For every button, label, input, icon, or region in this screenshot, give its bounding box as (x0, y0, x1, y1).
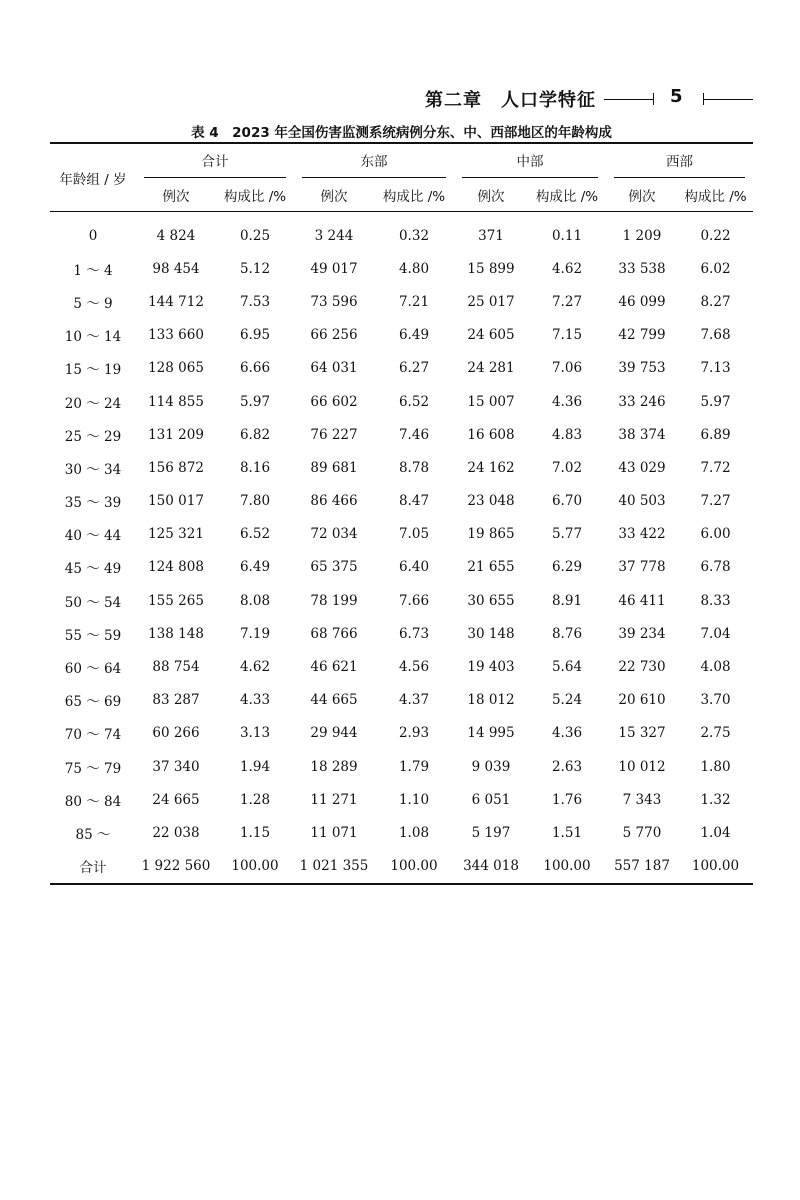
age-group-cell: 40 ～ 44 (64, 528, 122, 545)
table-row (50, 650, 753, 683)
table-footer (50, 850, 753, 884)
proportion-cell: 6.52 (398, 393, 430, 410)
proportion-cell: 7.27 (700, 493, 731, 510)
cases-cell: 24 162 (467, 459, 515, 476)
proportion-cell: 6.95 (239, 327, 271, 344)
proportion-cell: 7.53 (239, 293, 271, 310)
cases-cell: 33 246 (618, 393, 666, 410)
cases-cell: 24 281 (467, 360, 515, 377)
cases-cell: 37 778 (618, 559, 666, 576)
proportion-cell: 0.32 (398, 227, 430, 244)
cases-cell: 16 608 (467, 426, 515, 443)
proportion-cell: 5.24 (551, 692, 583, 709)
proportion-cell: 7.06 (551, 360, 583, 377)
cases-cell: 20 610 (618, 692, 666, 709)
cases-cell: 11 071 (310, 824, 358, 841)
proportion-cell: 6.66 (239, 360, 271, 377)
cases-cell: 5 770 (622, 824, 662, 841)
age-group-cell: 10 ～ 14 (64, 329, 122, 346)
group-header-label: 西部 (614, 144, 745, 178)
cases-cell: 7 343 (622, 791, 662, 808)
cases-cell: 133 660 (148, 327, 204, 344)
age-group-cell: 1 ～ 4 (73, 262, 113, 279)
cases-cell: 114 855 (148, 393, 204, 410)
cases-cell: 25 017 (467, 293, 515, 310)
age-composition-table (50, 142, 753, 885)
proportion-cell: 6.00 (700, 526, 731, 543)
total-cell: 100.00 (528, 850, 606, 884)
cases-cell: 15 327 (618, 725, 666, 742)
cases-cell: 6 051 (471, 791, 511, 808)
proportion-cell: 4.80 (398, 260, 430, 277)
header-sub-row (50, 178, 753, 212)
proportion-cell: 1.04 (700, 824, 731, 841)
cases-cell: 33 422 (618, 526, 666, 543)
subheader-cases: 例次 (136, 178, 216, 212)
age-group-cell: 5 ～ 9 (73, 295, 113, 312)
table-row (50, 584, 753, 617)
cases-cell: 42 799 (618, 327, 666, 344)
proportion-cell: 8.08 (239, 592, 271, 609)
proportion-cell: 1.76 (551, 791, 583, 808)
cases-cell: 156 872 (148, 459, 204, 476)
cases-cell: 39 234 (618, 625, 666, 642)
cases-cell: 24 605 (467, 327, 515, 344)
cases-cell: 144 712 (148, 293, 204, 310)
proportion-cell: 4.62 (551, 260, 583, 277)
proportion-cell: 1.51 (551, 824, 583, 841)
table-row (50, 418, 753, 451)
proportion-cell: 0.22 (700, 227, 731, 244)
proportion-cell: 8.27 (700, 293, 731, 310)
table-header (50, 143, 753, 212)
proportion-cell: 7.68 (700, 327, 731, 344)
cases-cell: 40 503 (618, 493, 666, 510)
age-group-cell: 45 ～ 49 (64, 561, 122, 578)
proportion-cell: 3.70 (700, 692, 731, 709)
table-row (50, 551, 753, 584)
table-row (50, 285, 753, 318)
cases-cell: 83 287 (152, 692, 200, 709)
cases-cell: 78 199 (310, 592, 358, 609)
running-head (0, 84, 800, 114)
proportion-cell: 4.33 (239, 692, 271, 709)
subheader-proportion: 构成比 /% (374, 178, 454, 212)
proportion-cell: 6.70 (551, 493, 583, 510)
group-header-east (294, 143, 454, 178)
proportion-cell: 6.27 (398, 360, 430, 377)
proportion-cell: 7.27 (551, 293, 583, 310)
age-group-cell: 55 ～ 59 (64, 627, 122, 644)
proportion-cell: 7.66 (398, 592, 430, 609)
total-cell: 557 187 (606, 850, 678, 884)
table-row (50, 385, 753, 418)
proportion-cell: 6.49 (398, 327, 430, 344)
proportion-cell: 4.83 (551, 426, 583, 443)
proportion-cell: 0.25 (239, 227, 271, 244)
subheader-proportion: 构成比 /% (528, 178, 606, 212)
proportion-cell: 1.94 (239, 758, 271, 775)
proportion-cell: 3.13 (239, 725, 271, 742)
table-row (50, 750, 753, 783)
running-head-rule-left (604, 99, 654, 100)
age-group-cell: 75 ～ 79 (64, 760, 122, 777)
proportion-cell: 6.78 (700, 559, 731, 576)
age-group-cell: 65 ～ 69 (64, 694, 122, 711)
age-group-header: 年龄组 / 岁 (50, 143, 136, 212)
age-group-cell: 35 ～ 39 (64, 495, 122, 512)
group-header-west (606, 143, 753, 178)
proportion-cell: 6.40 (398, 559, 430, 576)
proportion-cell: 6.02 (700, 260, 731, 277)
cases-cell: 64 031 (310, 360, 358, 377)
group-header-label: 中部 (462, 144, 598, 178)
proportion-cell: 0.11 (551, 227, 583, 244)
cases-cell: 66 256 (310, 327, 358, 344)
cases-cell: 155 265 (148, 592, 204, 609)
cases-cell: 89 681 (310, 459, 358, 476)
proportion-cell: 4.36 (551, 393, 583, 410)
cases-cell: 30 148 (467, 625, 515, 642)
proportion-cell: 6.52 (239, 526, 271, 543)
group-header-central (454, 143, 606, 178)
total-cell: 1 922 560 (136, 850, 216, 884)
proportion-cell: 8.47 (398, 493, 430, 510)
table-body (50, 212, 753, 850)
header-group-row (50, 143, 753, 178)
cases-cell: 15 899 (467, 260, 515, 277)
cases-cell: 124 808 (148, 559, 204, 576)
table-caption: 表 4 2023 年全国伤害监测系统病例分东、中、西部地区的年龄构成 (191, 125, 612, 141)
proportion-cell: 1.32 (700, 791, 731, 808)
running-head-rule-right (703, 99, 753, 100)
table-row (50, 352, 753, 385)
proportion-cell: 8.78 (398, 459, 430, 476)
cases-cell: 19 403 (467, 659, 515, 676)
cases-cell: 18 012 (467, 692, 515, 709)
page-number: 5 (670, 86, 683, 107)
cases-cell: 30 655 (467, 592, 515, 609)
cases-cell: 150 017 (148, 493, 204, 510)
table-row (50, 212, 753, 253)
group-header-label: 东部 (302, 144, 446, 178)
cases-cell: 11 271 (310, 791, 358, 808)
proportion-cell: 6.49 (239, 559, 271, 576)
subheader-proportion: 构成比 /% (216, 178, 294, 212)
group-header-label: 合计 (144, 144, 286, 178)
age-group-cell: 70 ～ 74 (64, 727, 122, 744)
proportion-cell: 2.93 (398, 725, 430, 742)
cases-cell: 98 454 (152, 260, 200, 277)
cases-cell: 14 995 (467, 725, 515, 742)
cases-cell: 86 466 (310, 493, 358, 510)
cases-cell: 18 289 (310, 758, 358, 775)
cases-cell: 125 321 (148, 526, 204, 543)
age-group-cell: 25 ～ 29 (64, 428, 122, 445)
total-cell: 344 018 (454, 850, 528, 884)
table-row (50, 783, 753, 816)
proportion-cell: 1.15 (239, 824, 271, 841)
proportion-cell: 4.56 (398, 659, 430, 676)
age-group-cell: 80 ～ 84 (64, 793, 122, 810)
cases-cell: 76 227 (310, 426, 358, 443)
proportion-cell: 6.29 (551, 559, 583, 576)
proportion-cell: 5.97 (700, 393, 731, 410)
proportion-cell: 4.08 (700, 659, 731, 676)
proportion-cell: 2.63 (551, 758, 583, 775)
chapter-title: 第二章 人口学特征 (425, 90, 596, 111)
total-cell: 100.00 (216, 850, 294, 884)
age-group-cell: 85 ～ (75, 826, 111, 843)
proportion-cell: 4.36 (551, 725, 583, 742)
proportion-cell: 1.79 (398, 758, 430, 775)
proportion-cell: 1.10 (398, 791, 430, 808)
proportion-cell: 1.80 (700, 758, 731, 775)
cases-cell: 138 148 (148, 625, 204, 642)
cases-cell: 23 048 (467, 493, 515, 510)
proportion-cell: 1.08 (398, 824, 430, 841)
proportion-cell: 8.16 (239, 459, 271, 476)
table-row (50, 451, 753, 484)
cases-cell: 22 038 (152, 824, 200, 841)
cases-cell: 65 375 (310, 559, 358, 576)
cases-cell: 10 012 (618, 758, 666, 775)
cases-cell: 66 602 (310, 393, 358, 410)
cases-cell: 49 017 (310, 260, 358, 277)
proportion-cell: 5.97 (239, 393, 271, 410)
table-row (50, 816, 753, 849)
cases-cell: 72 034 (310, 526, 358, 543)
cases-cell: 46 411 (618, 592, 666, 609)
table-row (50, 717, 753, 750)
proportion-cell: 8.76 (551, 625, 583, 642)
subheader-cases: 例次 (606, 178, 678, 212)
proportion-cell: 7.19 (239, 625, 271, 642)
total-row (50, 850, 753, 884)
total-cell: 100.00 (374, 850, 454, 884)
proportion-cell: 7.15 (551, 327, 583, 344)
subheader-cases: 例次 (454, 178, 528, 212)
proportion-cell: 8.33 (700, 592, 731, 609)
cases-cell: 131 209 (148, 426, 204, 443)
table-row (50, 485, 753, 518)
subheader-cases: 例次 (294, 178, 374, 212)
proportion-cell: 7.46 (398, 426, 430, 443)
cases-cell: 60 266 (152, 725, 200, 742)
cases-cell: 128 065 (148, 360, 204, 377)
proportion-cell: 4.37 (398, 692, 430, 709)
proportion-cell: 5.64 (551, 659, 583, 676)
cases-cell: 21 655 (467, 559, 515, 576)
proportion-cell: 5.12 (239, 260, 271, 277)
cases-cell: 46 099 (618, 293, 666, 310)
cases-cell: 46 621 (310, 659, 358, 676)
cases-cell: 3 244 (314, 227, 354, 244)
proportion-cell: 2.75 (700, 725, 731, 742)
age-group-cell: 0 (88, 227, 98, 244)
proportion-cell: 7.05 (398, 526, 430, 543)
age-group-cell: 60 ～ 64 (64, 661, 122, 678)
cases-cell: 4 824 (156, 227, 196, 244)
table-row (50, 319, 753, 352)
cases-cell: 371 (478, 227, 504, 244)
cases-cell: 39 753 (618, 360, 666, 377)
proportion-cell: 7.02 (551, 459, 583, 476)
table-row (50, 684, 753, 717)
cases-cell: 15 007 (467, 393, 515, 410)
proportion-cell: 8.91 (551, 592, 583, 609)
age-group-cell: 15 ～ 19 (64, 362, 122, 379)
cases-cell: 43 029 (618, 459, 666, 476)
total-row-label: 合计 (50, 850, 136, 884)
running-head-tick-left (653, 93, 654, 105)
proportion-cell: 4.62 (239, 659, 271, 676)
proportion-cell: 7.80 (239, 493, 271, 510)
proportion-cell: 7.04 (700, 625, 731, 642)
cases-cell: 73 596 (310, 293, 358, 310)
subheader-proportion: 构成比 /% (678, 178, 753, 212)
cases-cell: 37 340 (152, 758, 200, 775)
table-row (50, 252, 753, 285)
proportion-cell: 5.77 (551, 526, 583, 543)
cases-cell: 29 944 (310, 725, 358, 742)
cases-cell: 9 039 (471, 758, 511, 775)
cases-cell: 1 209 (622, 227, 662, 244)
proportion-cell: 7.13 (700, 360, 731, 377)
cases-cell: 33 538 (618, 260, 666, 277)
age-group-cell: 20 ～ 24 (64, 395, 122, 412)
age-group-cell: 50 ～ 54 (64, 594, 122, 611)
group-header-total (136, 143, 294, 178)
cases-cell: 22 730 (618, 659, 666, 676)
cases-cell: 68 766 (310, 625, 358, 642)
age-group-cell: 30 ～ 34 (64, 461, 122, 478)
total-cell: 1 021 355 (294, 850, 374, 884)
proportion-cell: 6.73 (398, 625, 430, 642)
table-row (50, 518, 753, 551)
proportion-cell: 6.82 (239, 426, 271, 443)
proportion-cell: 1.28 (239, 791, 271, 808)
total-cell: 100.00 (678, 850, 753, 884)
table-row (50, 617, 753, 650)
cases-cell: 38 374 (618, 426, 666, 443)
proportion-cell: 6.89 (700, 426, 731, 443)
proportion-cell: 7.72 (700, 459, 731, 476)
cases-cell: 44 665 (310, 692, 358, 709)
cases-cell: 88 754 (152, 659, 200, 676)
cases-cell: 5 197 (471, 824, 511, 841)
proportion-cell: 7.21 (398, 293, 430, 310)
cases-cell: 24 665 (152, 791, 200, 808)
cases-cell: 19 865 (467, 526, 515, 543)
